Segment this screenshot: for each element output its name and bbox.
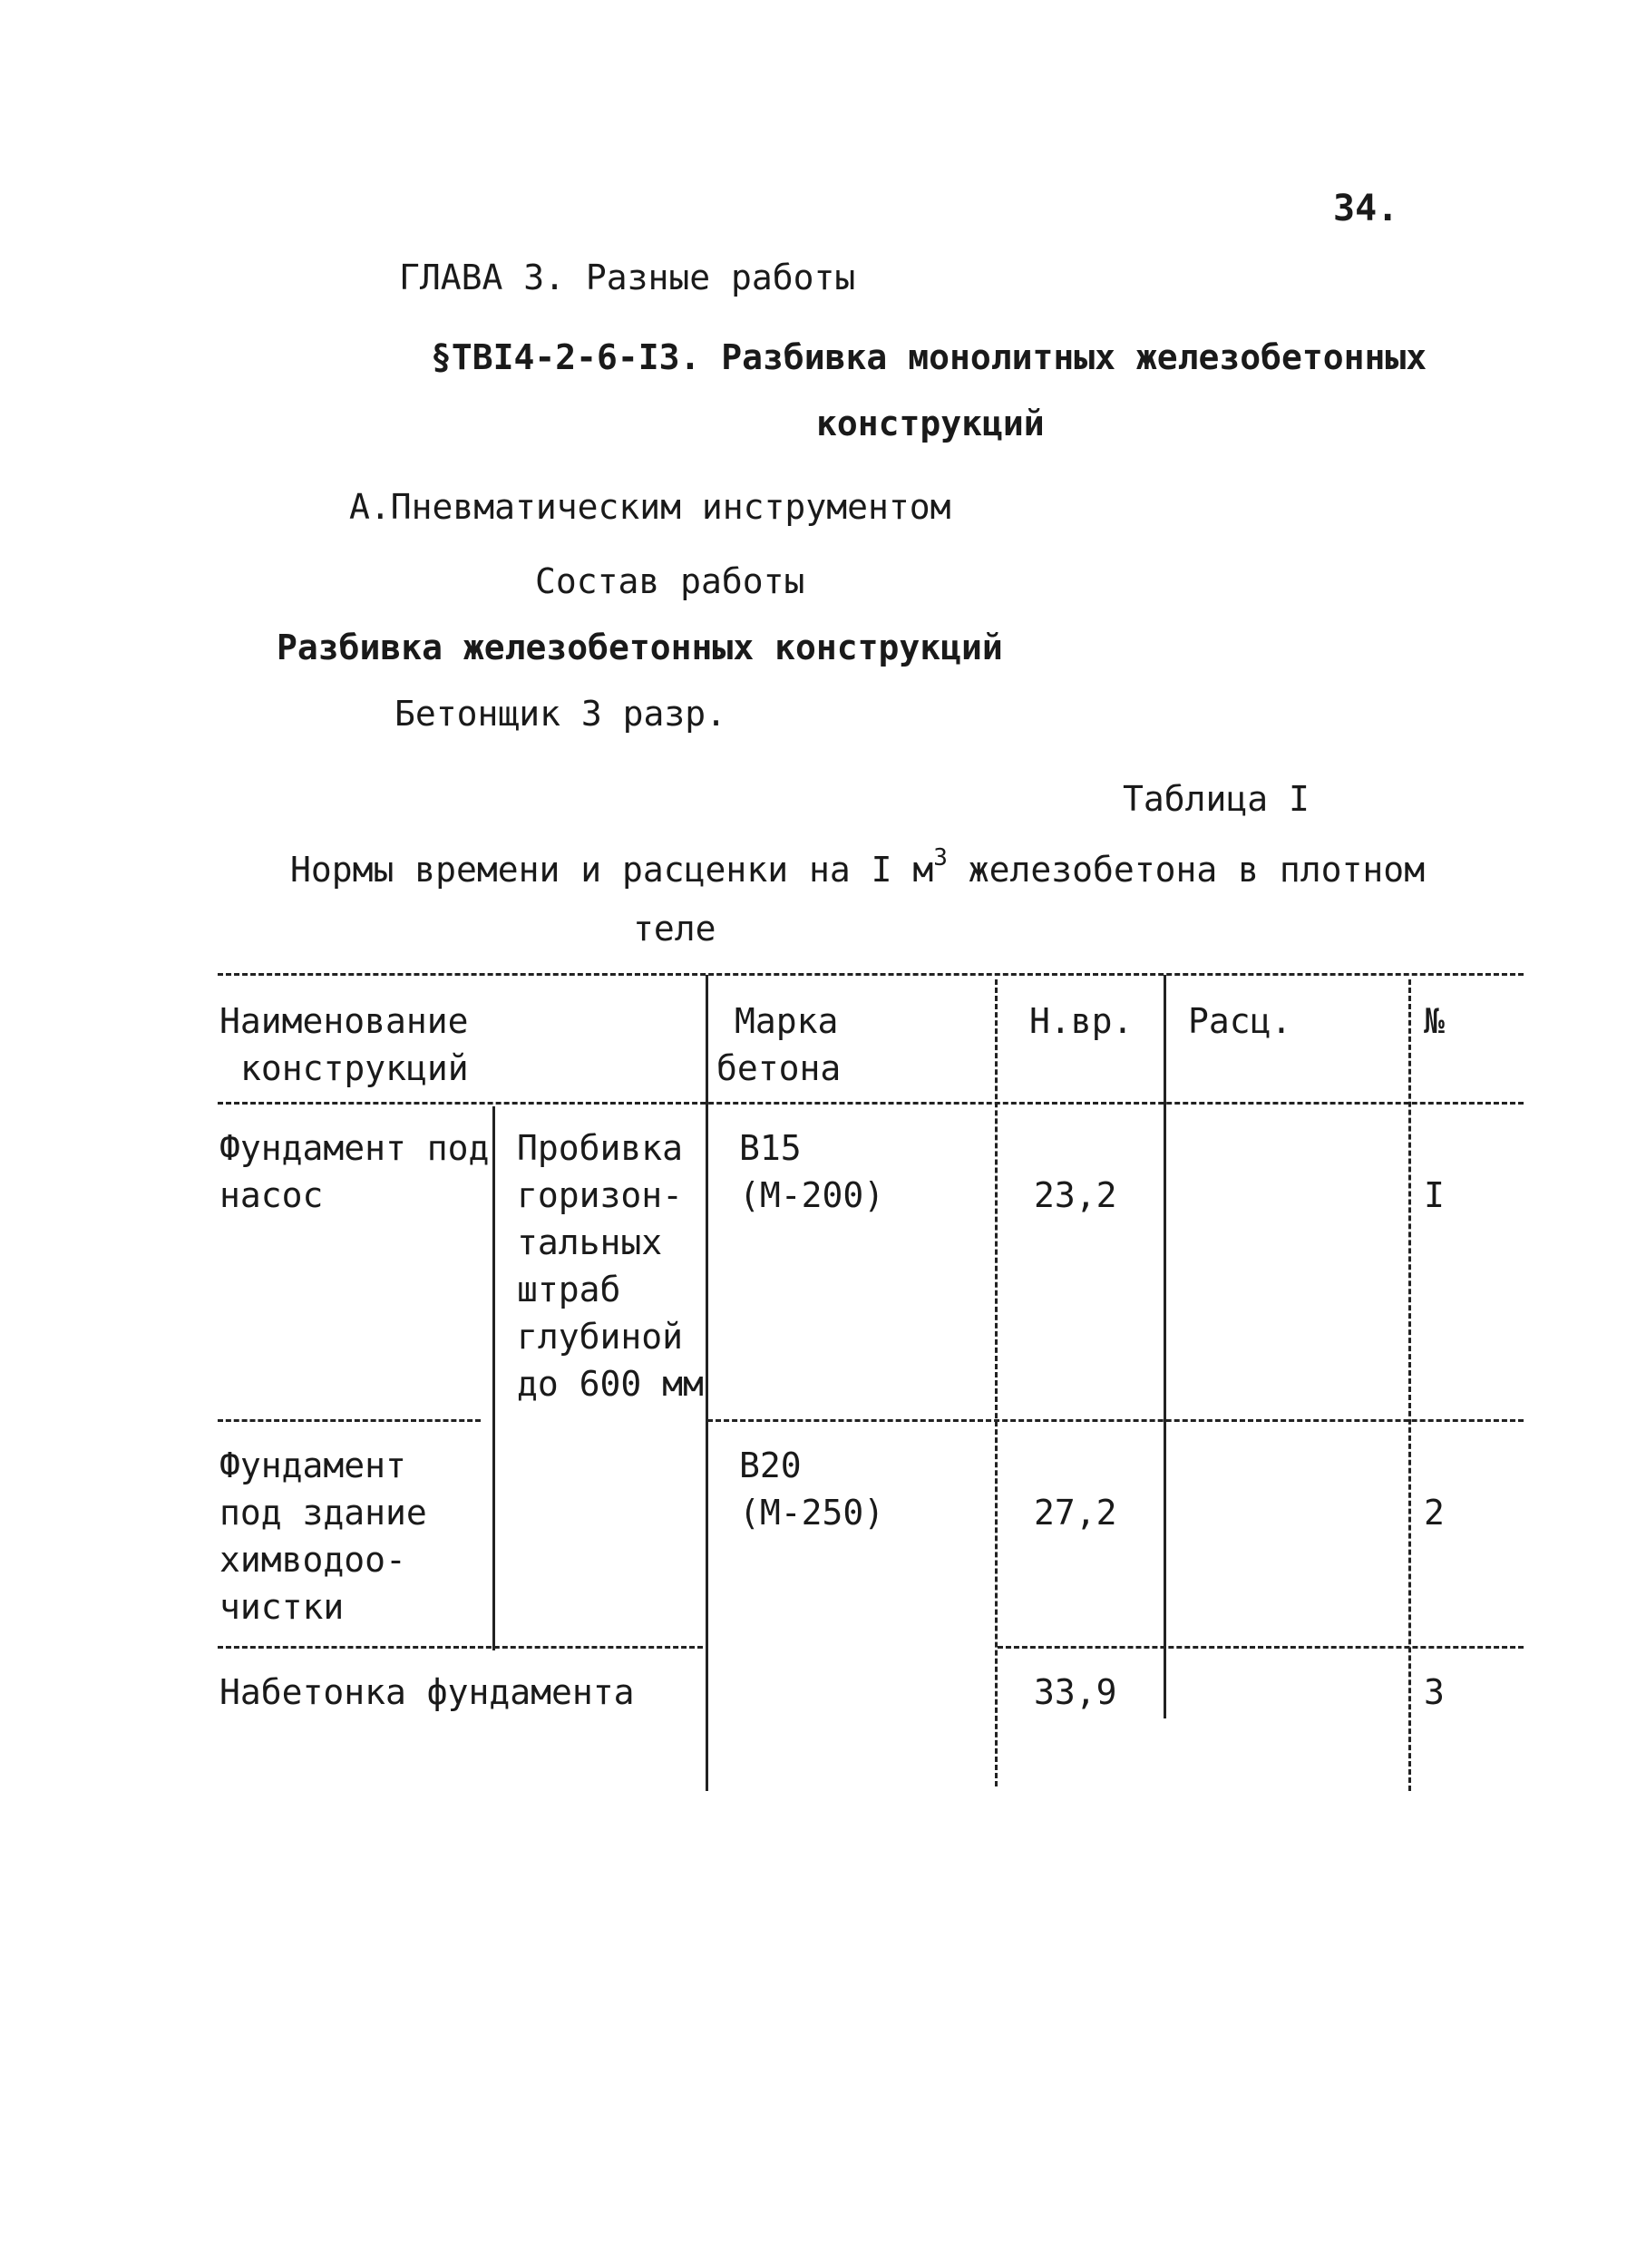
row2-num: 2 xyxy=(1424,1493,1445,1533)
row1-name-line1: Фундамент под xyxy=(219,1128,490,1168)
header-name-line1: Наименование xyxy=(219,1001,469,1041)
header-grade-line2: бетона xyxy=(716,1048,842,1088)
row2-bottom-rule-right xyxy=(998,1646,1524,1649)
worktype-line4: штраб xyxy=(517,1270,621,1309)
row3-norm: 33,9 xyxy=(1034,1672,1117,1712)
row1-num: I xyxy=(1424,1175,1445,1215)
row2-name-line3: химводоо- xyxy=(219,1540,406,1580)
header-bottom-rule xyxy=(218,1102,1524,1105)
chapter-title: ГЛАВА 3. Разные работы xyxy=(399,258,856,297)
worker-grade: Бетонщик 3 разр. xyxy=(394,694,727,734)
work-composition-heading: Состав работы xyxy=(535,561,805,601)
row2-grade-line2: (М-250) xyxy=(739,1493,885,1533)
table-caption-line2: теле xyxy=(633,909,716,949)
worktype-line3: тальных xyxy=(517,1222,663,1262)
table-top-rule xyxy=(218,973,1524,976)
header-rate: Расц. xyxy=(1188,1001,1292,1041)
row3-num: 3 xyxy=(1424,1672,1445,1712)
row3-name: Набетонка фундамента xyxy=(219,1672,635,1712)
worktype-line1: Пробивка xyxy=(517,1128,684,1168)
row2-grade-line1: В20 xyxy=(739,1445,802,1485)
table-caption-superscript: 3 xyxy=(933,844,948,871)
row1-name-line2: насос xyxy=(219,1175,324,1215)
worktype-line5: глубиной xyxy=(517,1317,684,1357)
col-divider-grade xyxy=(706,975,708,1791)
row2-bottom-rule-left xyxy=(218,1646,703,1649)
row1-grade-line2: (М-200) xyxy=(739,1175,885,1215)
section-title-line2: конструкций xyxy=(816,404,1045,443)
row1-bottom-rule-right xyxy=(707,1419,1524,1422)
header-grade-line1: Марка xyxy=(735,1001,839,1041)
col-divider-num xyxy=(1408,979,1411,1791)
page-number: 34. xyxy=(1333,188,1399,229)
work-composition-text: Разбивка железобетонных конструкций xyxy=(277,628,1003,667)
subsection-title: А.Пневматическим инструментом xyxy=(349,487,951,527)
table-label: Таблица I xyxy=(1123,779,1310,819)
section-title-line1: §ТВI4-2-6-I3. Разбивка монолитных железобетонных xyxy=(431,337,1427,377)
worktype-line6: до 600 мм xyxy=(517,1364,704,1404)
row2-norm: 27,2 xyxy=(1034,1493,1117,1533)
header-name-line2: конструкций xyxy=(240,1048,469,1088)
row2-name-line1: Фундамент xyxy=(219,1445,406,1485)
row2-name-line2: под здание xyxy=(219,1493,427,1533)
col-divider-norm xyxy=(995,979,998,1786)
header-norm: Н.вр. xyxy=(1029,1001,1134,1041)
col-divider-rate xyxy=(1164,975,1166,1718)
table-caption-part2: железобетона в плотном xyxy=(947,850,1426,890)
col-divider-worktype xyxy=(492,1106,495,1650)
table-caption-part1: Нормы времени и расценки на I м xyxy=(290,850,934,890)
row1-bottom-rule-left xyxy=(218,1419,481,1422)
row1-norm: 23,2 xyxy=(1034,1175,1117,1215)
worktype-line2: горизон- xyxy=(517,1175,684,1215)
row2-name-line4: чистки xyxy=(219,1587,345,1627)
header-num: № xyxy=(1424,1001,1445,1041)
row1-grade-line1: В15 xyxy=(739,1128,802,1168)
